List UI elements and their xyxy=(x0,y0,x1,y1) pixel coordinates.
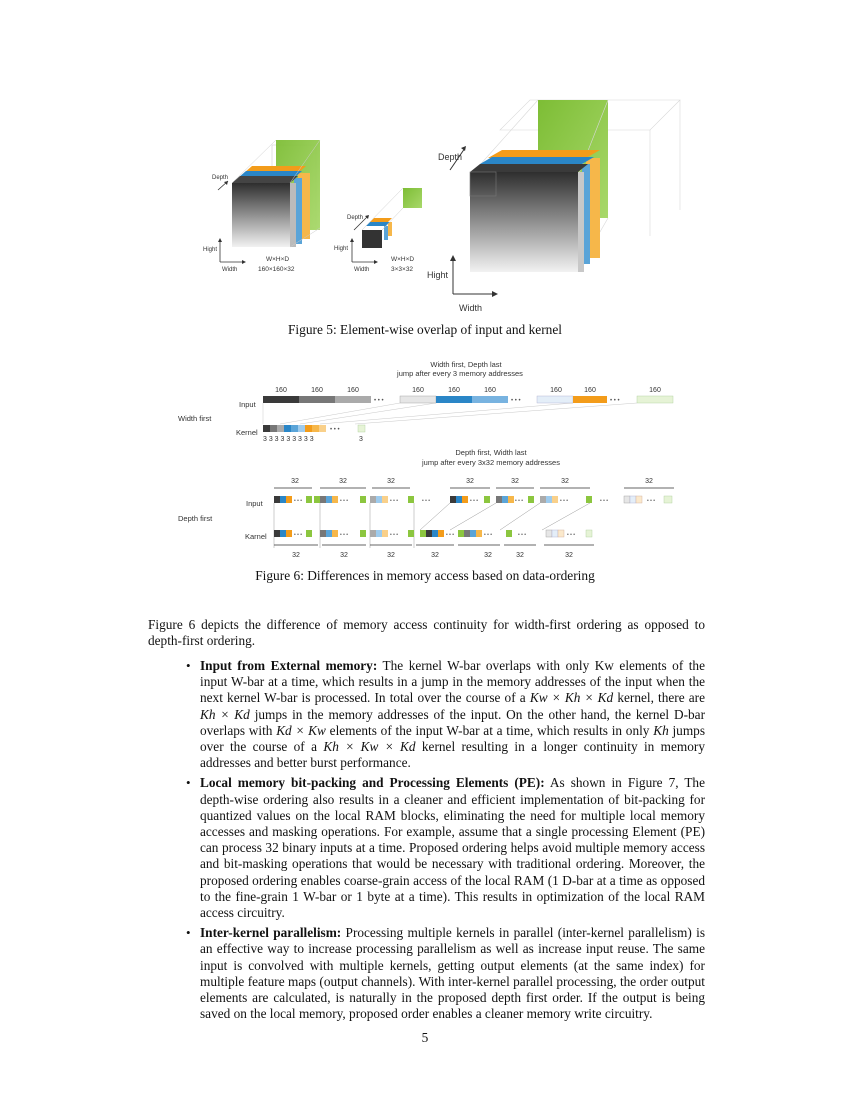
w-count-5: 160 xyxy=(484,387,496,394)
w-ellipsis-3: • • • xyxy=(610,398,620,404)
d-count-bottom-2: 32 xyxy=(387,552,395,559)
bullet-title: Input from External memory: xyxy=(200,658,378,673)
left-dims-label: 160×160×32 xyxy=(258,266,295,273)
w-count-6: 160 xyxy=(550,387,562,394)
d-count-bottom-0: 32 xyxy=(292,552,300,559)
left-width-label: Width xyxy=(222,267,238,273)
d-in-ellipsis-c: • • • xyxy=(390,498,399,504)
mid-depth-label: Depth xyxy=(347,215,364,221)
bullet-external-memory xyxy=(148,658,705,771)
top-title-1: Width first, Depth last xyxy=(430,360,502,369)
mid-dims-label: 3×3×32 xyxy=(391,266,414,273)
math-expr: Kh × Kw × Kd xyxy=(323,739,416,755)
d-count-top-6: 32 xyxy=(645,478,653,485)
bullet-text: elements of the input W-bar at a time, which results in only xyxy=(325,722,654,738)
d-k-ellipsis-c: • • • xyxy=(390,532,399,538)
w-ellipsis-2: • • • xyxy=(511,398,521,404)
math-expr: Kw × Kh × Kd xyxy=(529,690,614,706)
w-count-0: 160 xyxy=(275,387,287,394)
d-k-ellipsis-e: • • • xyxy=(484,532,493,538)
w-count-2: 160 xyxy=(347,387,359,394)
d-in-ellipsis-i: • • • xyxy=(647,498,656,504)
bullet-dot-icon: • xyxy=(186,775,191,791)
d-in-ellipsis-a: • • • xyxy=(294,498,303,504)
kernel-label-top: Kernel xyxy=(236,428,258,437)
figure-6-caption: Figure 6: Differences in memory access based on data-ordering xyxy=(255,568,595,583)
d-count-top-2: 32 xyxy=(387,478,395,485)
left-hight-label: Hight xyxy=(203,247,218,253)
d-count-top-1: 32 xyxy=(339,478,347,485)
d-in-ellipsis-g: • • • xyxy=(560,498,569,504)
width-first-kernel-bar xyxy=(263,425,365,443)
d-k-ellipsis-g: • • • xyxy=(567,532,576,538)
bullet-text: jumps in the memory addresses of the input. On the other hand, the kernel D-bar overlaps with xyxy=(200,706,705,738)
width-count-labels xyxy=(275,387,661,394)
bullet-title: Local memory bit-packing and Processing Elements (PE): xyxy=(200,775,545,791)
right-hight-label: Hight xyxy=(427,270,449,280)
bullet-local-memory xyxy=(148,775,705,921)
w-count-7: 160 xyxy=(584,387,596,394)
w-count-8: 160 xyxy=(649,387,661,394)
figure-5-caption: Figure 5: Element-wise overlap of input and kernel xyxy=(287,322,563,337)
d-in-ellipsis-f: • • • xyxy=(515,498,524,504)
d-k-ellipsis-f: • • • xyxy=(518,532,527,538)
left-depth-label: Depth xyxy=(212,175,229,181)
left-whd-label: W×H×D xyxy=(266,256,290,263)
bullet-text: As shown in Figure 7, The depth-wise ordering also results in a cleaner and efficient implementation of bit-packing for quantized values on the local RAM blocks, eliminating the need for multiple local memory accesses and masking operations. For example, assume that a single processing Element (PE) can process 32 binary inputs at a time. Proposed ordering helps avoid multiple memory access and bit-masking operations that would be necessary with traditional ordering. Moreover, the proposed ordering enables coarse-grain access of the local RAM (1 D-bar at a time as opposed to the fine-grain 1 W-bar or 1 byte at a time). This results in optimization of the local RAM access circuitry. xyxy=(200,775,705,921)
d-count-top-0: 32 xyxy=(291,478,299,485)
math-expr: Kh xyxy=(653,722,669,738)
w-count-4: 160 xyxy=(448,387,460,394)
d-in-ellipsis-e: • • • xyxy=(470,498,479,504)
d-in-ellipsis-b: • • • xyxy=(340,498,349,504)
intro-paragraph: Figure 6 depicts the difference of memory access continuity for width-first ordering as opposed to depth-first ordering. xyxy=(148,617,705,649)
d-count-top-3: 32 xyxy=(466,478,474,485)
depth-first-kernel-bar xyxy=(274,530,592,538)
input-label-bottom: Input xyxy=(246,499,263,508)
page-number: 5 xyxy=(421,1030,429,1045)
d-in-ellipsis-h: • • • xyxy=(600,498,609,504)
top-title-2: jump after every 3 memory addresses xyxy=(397,369,523,378)
right-width-label: Width xyxy=(459,303,483,313)
depth-first-label: Depth first xyxy=(178,514,213,523)
depth-first-input-bar xyxy=(274,496,672,504)
bottom-title-1: Depth first, Width last xyxy=(455,448,527,457)
bullet-text: jumps over the course of a xyxy=(200,722,705,755)
d-count-bottom-3: 32 xyxy=(431,552,439,559)
width-first-label: Width first xyxy=(178,414,212,423)
bullet-title: Inter-kernel parallelism: xyxy=(200,925,342,941)
width-first-input-bar xyxy=(263,396,673,404)
bullet-dot-icon: • xyxy=(186,925,191,941)
d-count-top-5: 32 xyxy=(561,478,569,485)
w-count-1: 160 xyxy=(311,387,323,394)
mid-width-label: Width xyxy=(354,267,370,273)
bullet-text: kernel, there are xyxy=(613,690,706,706)
d-count-bottom-1: 32 xyxy=(340,552,348,559)
kernel-last-digit: 3 xyxy=(359,436,363,443)
mid-hight-label: Hight xyxy=(334,246,349,252)
d-k-ellipsis-a: • • • xyxy=(294,532,303,538)
w-ellipsis-1: • • • xyxy=(374,398,384,404)
bullet-text: The kernel W-bar overlaps with only Kw elements of the input W-bar at a time, which results in a jump in the memory addresses of the input when the next kernel W-bar is processed. In total over the course of a xyxy=(200,658,705,706)
bullet-inter-kernel xyxy=(148,925,705,1022)
d-k-ellipsis-b: • • • xyxy=(340,532,349,538)
math-expr: Kd × Kw xyxy=(276,722,326,738)
d-count-bottom-4: 32 xyxy=(484,552,492,559)
bottom-title-2: jump after every 3x32 memory addresses xyxy=(422,458,560,467)
bullet-text: Processing multiple kernels in parallel (inter-kernel parallelism) is an effective way to increase processing parallelism as well as increase input reuse. The same input is convolved with multiple kernels, getting output elements (at the same index) for multiple feature maps (output channels). With inter-kernel parallel processing, the order output elements are calculated, is naturally in the proposed depth first order. If the output is being saved on the local memory, proposed order enables a cleaner memory write circuitry. xyxy=(200,925,706,1022)
d-in-ellipsis-d: • • • xyxy=(422,498,431,504)
bullet-list xyxy=(148,658,705,1026)
bullet-text: kernel resulting in a longer continuity in memory addresses and better burst performance. xyxy=(200,739,705,771)
w-count-3: 160 xyxy=(412,387,424,394)
d-count-bottom-5: 32 xyxy=(516,552,524,559)
mid-whd-label: W×H×D xyxy=(391,256,415,263)
d-count-bottom-6: 32 xyxy=(565,552,573,559)
input-label-top: Input xyxy=(239,400,256,409)
kernel-digits: 3 3 3 3 3 3 3 3 3 xyxy=(263,436,314,443)
d-count-top-4: 32 xyxy=(511,478,519,485)
right-depth-label: Depth xyxy=(438,152,463,162)
bullet-dot-icon: • xyxy=(186,658,191,673)
kernel-label-bottom: Karnel xyxy=(245,532,267,541)
math-expr: Kh × Kd xyxy=(200,706,250,722)
d-k-ellipsis-d: • • • xyxy=(446,532,455,538)
k-ellipsis: • • • xyxy=(330,427,340,433)
